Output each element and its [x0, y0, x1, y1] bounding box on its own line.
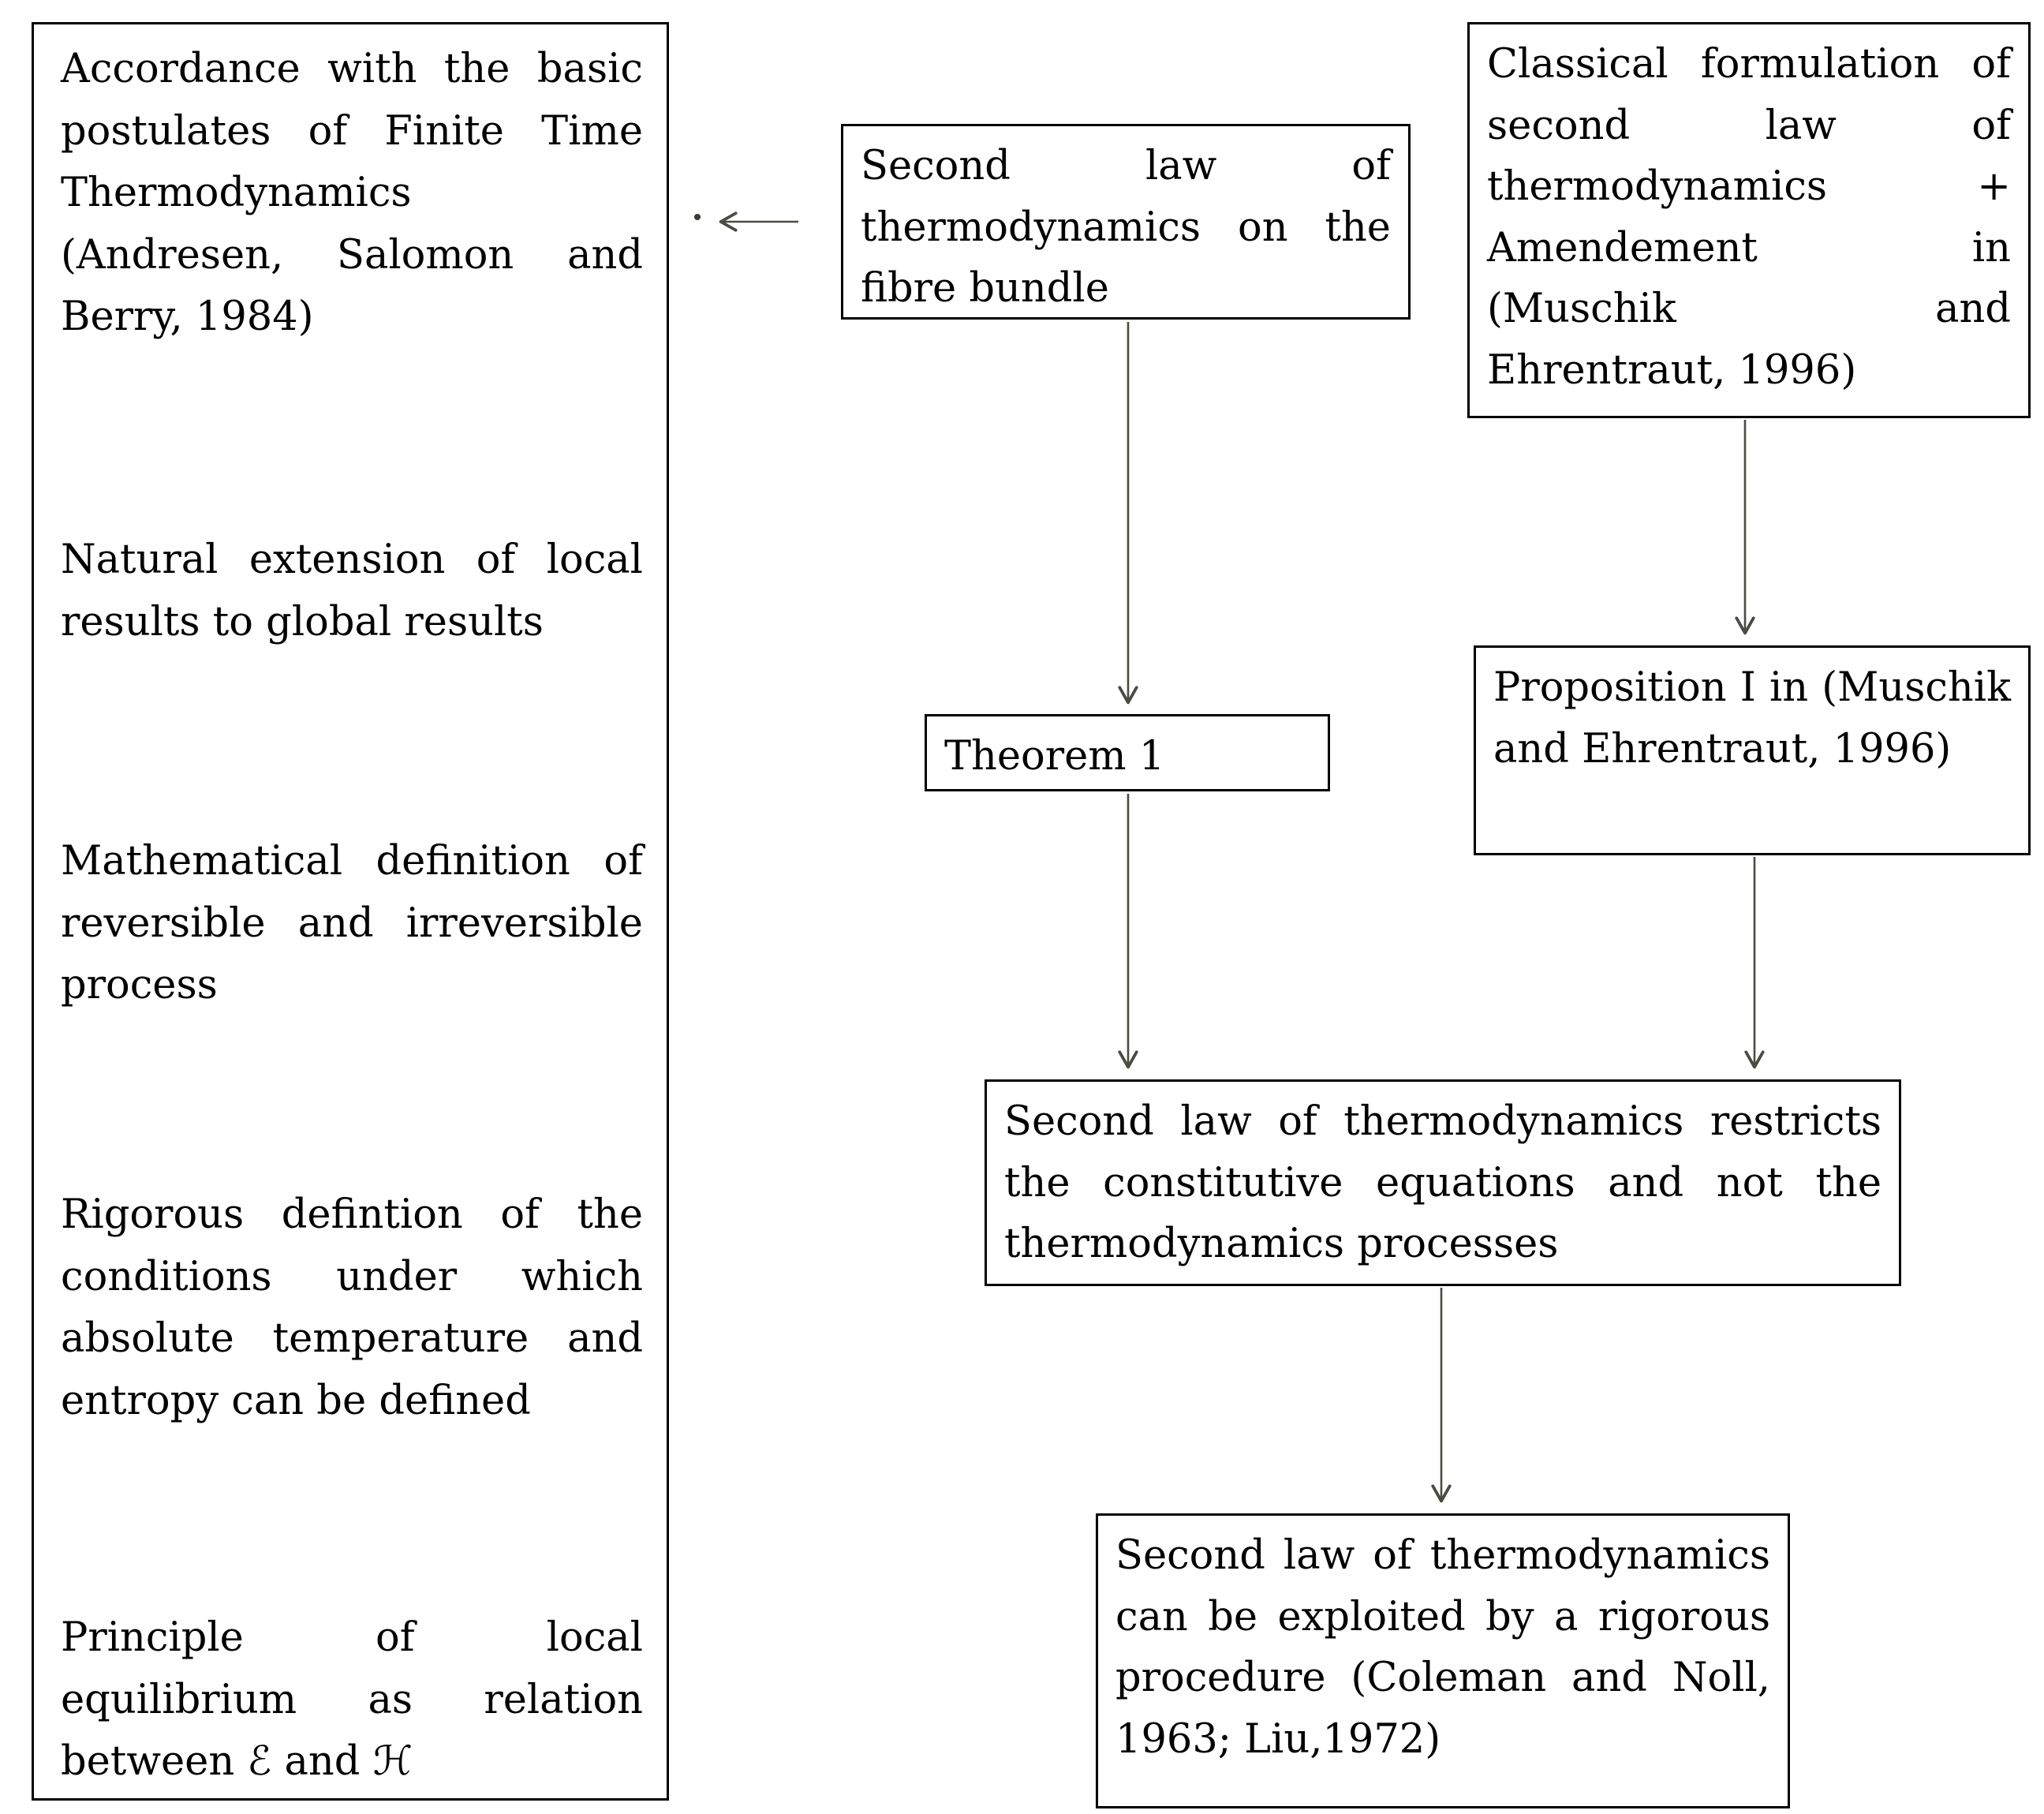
left-panel-note-rigorous-definition: Rigorous defintion of the conditions under which absolute temperature and entropy can be defined	[61, 1191, 643, 1424]
left-panel	[32, 22, 669, 1801]
box-second-law-restricts: Second law of thermodynamics restricts the constitutive equations and not the thermodynamics processes	[985, 1079, 1901, 1286]
box-classical-formulation: Classical formulation of second law of thermodynamics + Amendement in (Muschik and Ehrentraut, 1996)	[1467, 22, 2031, 418]
left-panel-note-natural-extension: Natural extension of local results to global results	[61, 537, 643, 645]
left-panel-note-accordance: Accordance with the basic postulates of Finite Time Thermodynamics (Andresen, Salomon and Berry, 1984)	[61, 46, 643, 341]
box-second-law-fibre-bundle: Second law of thermodynamics on the fibre bundle	[841, 124, 1411, 320]
box-theorem-1: Theorem 1	[925, 714, 1330, 791]
left-panel-note-mathematical-definition: Mathematical definition of reversible and irreversible process	[61, 838, 643, 1009]
box-second-law-exploited: Second law of thermodynamics can be exploited by a rigorous procedure (Coleman and Noll, 1963; Liu,1972)	[1096, 1513, 1790, 1808]
dot	[694, 214, 701, 220]
left-panel-note-local-equilibrium: Principle of local equilibrium as relation between ℰ and ℋ	[61, 1614, 643, 1786]
box-proposition-1: Proposition I in (Muschik and Ehrentraut, 1996)	[1474, 645, 2031, 855]
